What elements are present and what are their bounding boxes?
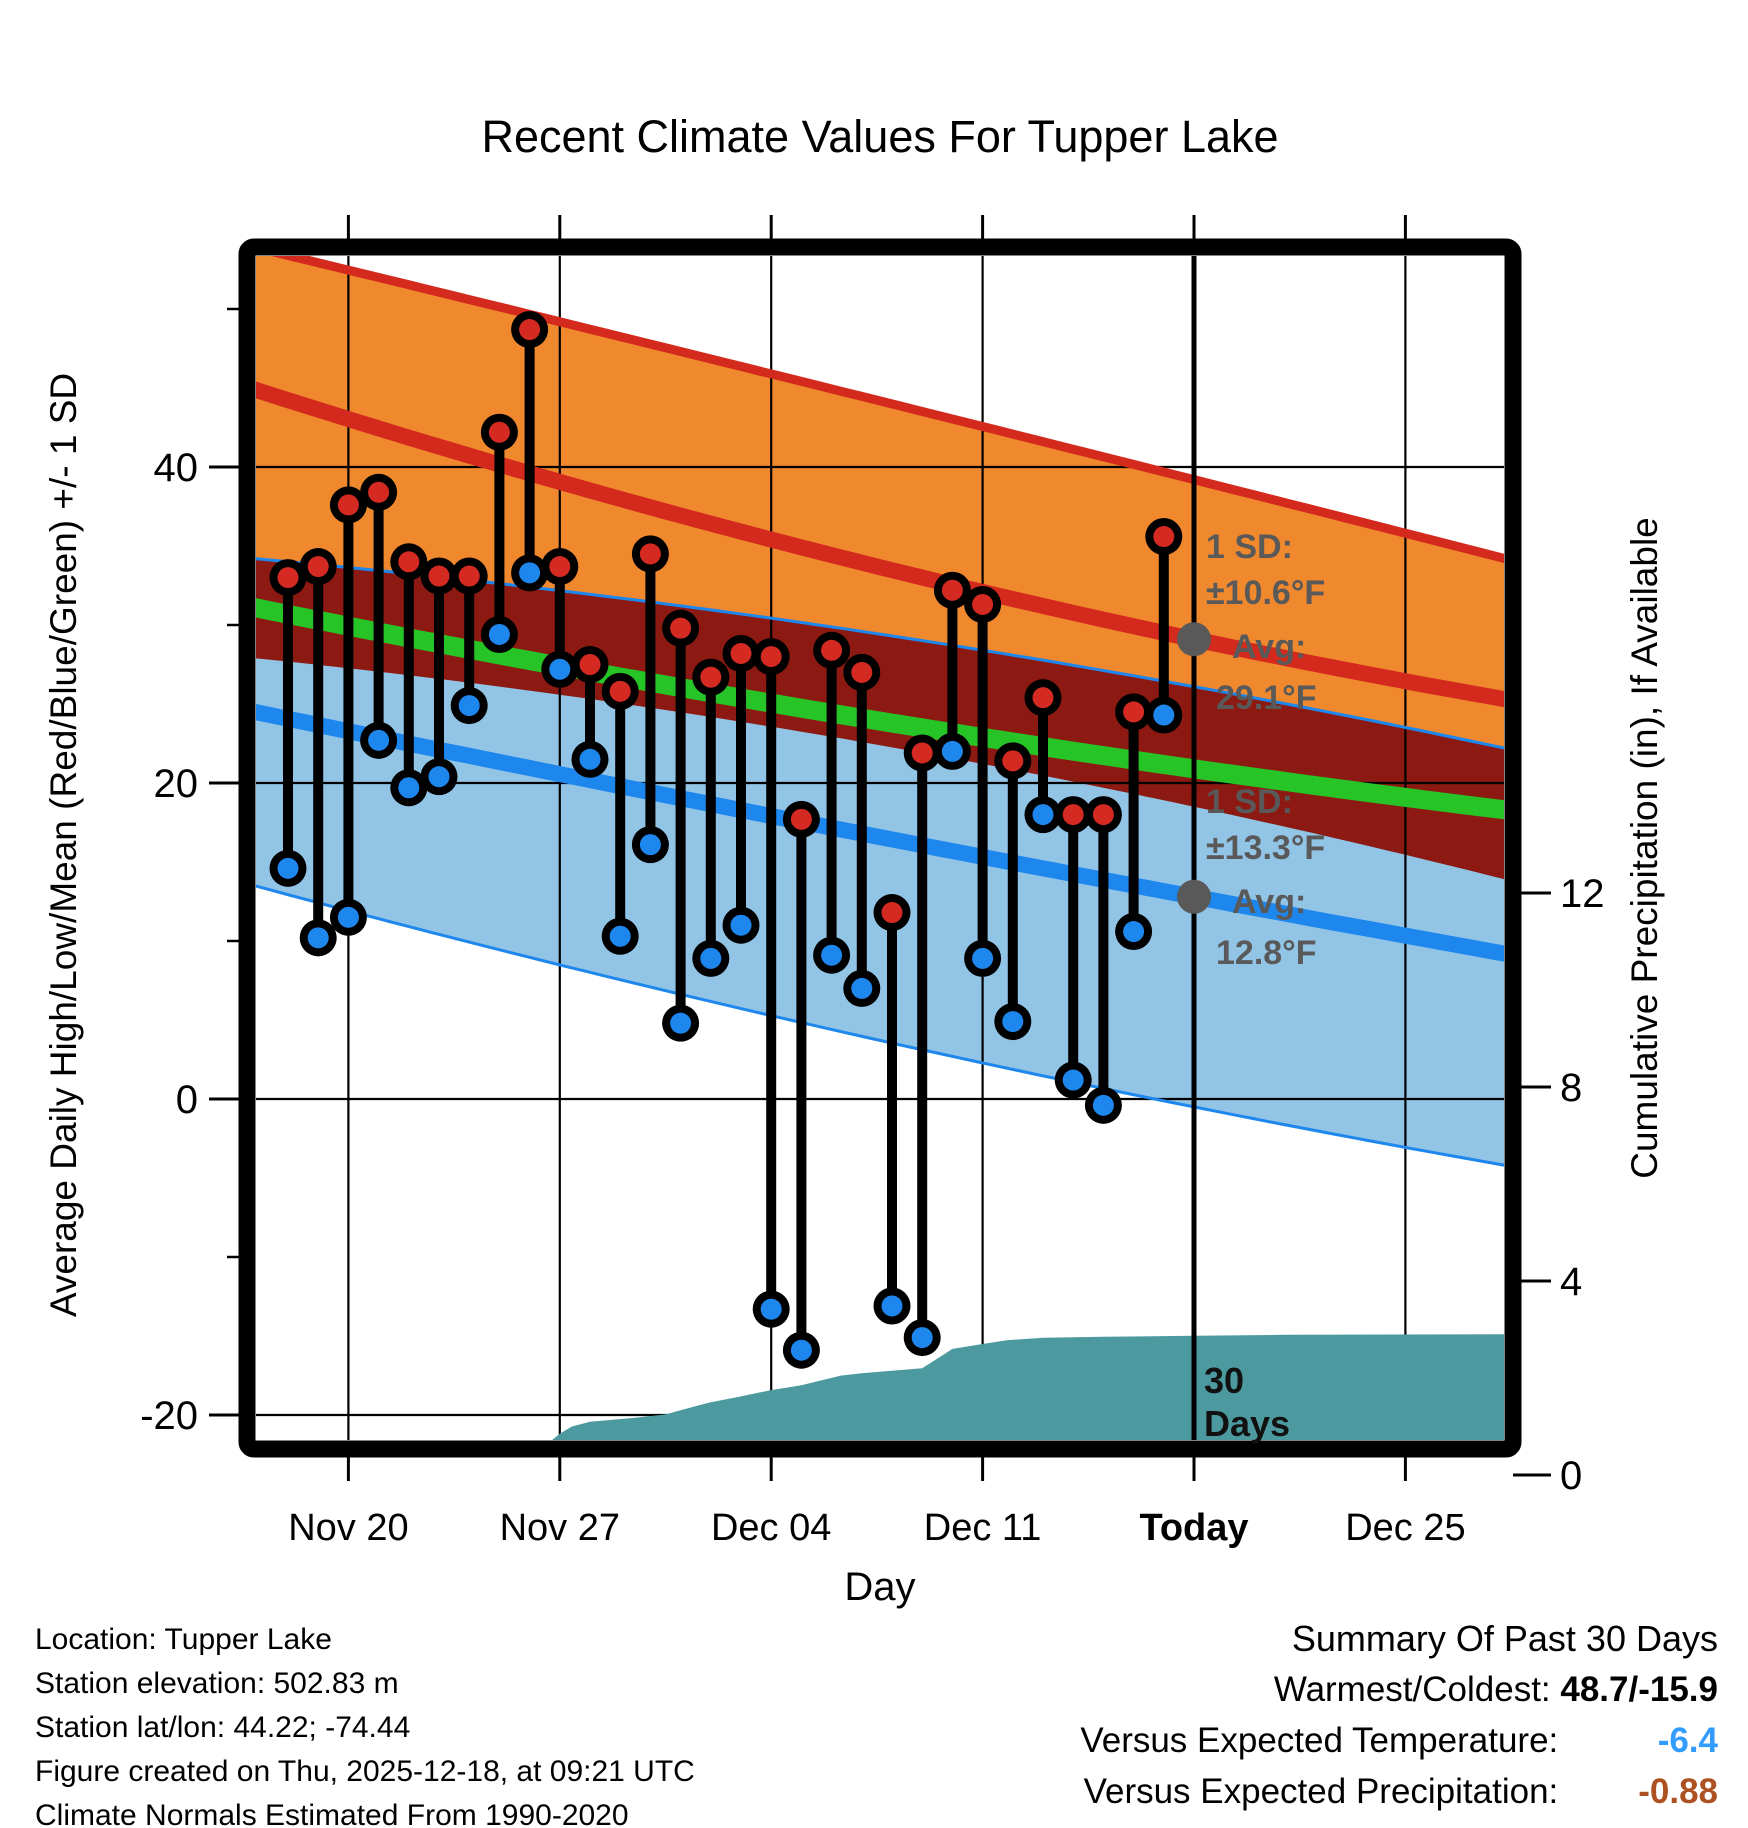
left-tick-label: 0 — [175, 1078, 198, 1122]
low-dot — [519, 562, 540, 583]
low-dot — [670, 1013, 691, 1034]
high-avg-value: 29.1°F — [1216, 679, 1317, 717]
x-tick-label: Nov 27 — [499, 1507, 621, 1549]
summary-row-value: -0.88 — [1638, 1772, 1718, 1811]
high-dot — [1063, 804, 1084, 825]
high-dot — [278, 567, 299, 588]
high-dot — [670, 618, 691, 639]
summary-row-0 — [1080, 1670, 1718, 1710]
summary-row-1 — [1080, 1721, 1718, 1761]
x-axis-label: Day — [844, 1565, 916, 1609]
low-dot — [1093, 1095, 1114, 1116]
summary-row-label: Warmest/Coldest: — [1273, 1670, 1561, 1709]
summary-title: Summary Of Past 30 Days — [1291, 1618, 1718, 1659]
high-dot — [791, 809, 812, 830]
low-dot — [338, 907, 359, 928]
high-dot — [610, 681, 631, 702]
low-dot — [368, 730, 389, 751]
low-avg-value: 12.8°F — [1216, 934, 1317, 972]
high-dot — [580, 654, 601, 675]
high-dot — [519, 319, 540, 340]
high-dot — [640, 543, 661, 564]
low-dot — [972, 948, 993, 969]
high-dot — [851, 662, 872, 683]
low-dot — [459, 695, 480, 716]
right-tick-label: 4 — [1560, 1260, 1583, 1304]
left-tick-label: 40 — [153, 446, 198, 490]
right-tick-label: 0 — [1560, 1454, 1583, 1498]
low-dot — [791, 1340, 812, 1361]
high-sd-value: ±10.6°F — [1206, 574, 1326, 612]
station-location: Location: Tupper Lake — [35, 1623, 332, 1656]
low-dot — [610, 926, 631, 947]
low-dot — [821, 945, 842, 966]
high-dot — [489, 422, 510, 443]
low-dot — [882, 1295, 903, 1316]
low-dot — [398, 777, 419, 798]
summary-rows — [1080, 1670, 1718, 1812]
summary-row-value: -6.4 — [1657, 1721, 1718, 1760]
low-dot — [851, 978, 872, 999]
station-latlon: Station lat/lon: 44.22; -74.44 — [35, 1711, 411, 1744]
high-dot — [761, 646, 782, 667]
low-dot — [942, 741, 963, 762]
high-sd-label: 1 SD: — [1206, 528, 1293, 566]
chart-render-layer — [140, 215, 1604, 1549]
low-dot — [761, 1299, 782, 1320]
x-tick-label: Nov 20 — [288, 1507, 409, 1549]
low-sd-value: ±13.3°F — [1206, 829, 1326, 867]
low-dot — [1002, 1011, 1023, 1032]
avg-high-marker — [1177, 622, 1211, 656]
high-dot — [338, 494, 359, 515]
avg-low-marker — [1177, 880, 1211, 914]
high-dot — [368, 482, 389, 503]
low-dot — [308, 927, 329, 948]
high-dot — [1002, 750, 1023, 771]
high-avg-label: Avg: — [1232, 628, 1307, 666]
period-label-line1: 30 — [1204, 1360, 1245, 1401]
x-tick-label: Dec 25 — [1345, 1507, 1466, 1549]
x-tick-label: Dec 04 — [710, 1507, 832, 1549]
station-elevation: Station elevation: 502.83 m — [35, 1667, 399, 1700]
high-dot — [912, 742, 933, 763]
high-dot — [1093, 804, 1114, 825]
summary-row-label: Versus Expected Precipitation: — [1083, 1772, 1568, 1811]
right-tick-label: 12 — [1560, 872, 1605, 916]
low-dot — [640, 834, 661, 855]
high-dot — [429, 566, 450, 587]
low-dot — [1033, 804, 1054, 825]
low-dot — [731, 915, 752, 936]
low-dot — [1153, 705, 1174, 726]
summary-row-2 — [1080, 1772, 1718, 1812]
low-dot — [580, 749, 601, 770]
high-dot — [1153, 526, 1174, 547]
high-dot — [1033, 687, 1054, 708]
low-dot — [700, 948, 721, 969]
low-sd-label: 1 SD: — [1206, 783, 1293, 821]
low-dot — [489, 624, 510, 645]
high-dot — [882, 902, 903, 923]
low-dot — [278, 858, 299, 879]
right-tick-label: 8 — [1560, 1066, 1583, 1110]
high-dot — [459, 566, 480, 587]
figure-created: Figure created on Thu, 2025-12-18, at 09:21 UTC — [35, 1755, 695, 1788]
chart-title: Recent Climate Values For Tupper Lake — [481, 111, 1279, 162]
summary-block — [1080, 1618, 1718, 1823]
left-tick-label: 20 — [153, 762, 198, 806]
climate-normals-note: Climate Normals Estimated From 1990-2020 — [35, 1799, 629, 1828]
low-dot — [1123, 921, 1144, 942]
high-dot — [700, 667, 721, 688]
right-axis-label: Cumulative Precipitation (in), If Available — [1624, 517, 1665, 1179]
low-dot — [549, 659, 570, 680]
summary-row-label: Versus Expected Temperature: — [1080, 1721, 1568, 1760]
high-dot — [549, 556, 570, 577]
high-dot — [731, 643, 752, 664]
high-dot — [398, 551, 419, 572]
left-tick-label: -20 — [140, 1394, 198, 1438]
left-axis-label: Average Daily High/Low/Mean (Red/Blue/Green) +/- 1 SD — [43, 372, 84, 1318]
high-dot — [942, 580, 963, 601]
x-tick-label: Dec 11 — [923, 1507, 1042, 1549]
x-tick-label: Today — [1139, 1507, 1249, 1549]
station-info-block — [35, 1618, 695, 1828]
high-dot — [821, 640, 842, 661]
low-dot — [1063, 1070, 1084, 1091]
period-label-line2: Days — [1204, 1403, 1291, 1444]
low-avg-label: Avg: — [1232, 883, 1307, 921]
high-dot — [972, 594, 993, 615]
low-dot — [429, 766, 450, 787]
high-dot — [308, 556, 329, 577]
high-dot — [1123, 701, 1144, 722]
low-dot — [912, 1327, 933, 1348]
summary-row-value: 48.7/-15.9 — [1560, 1670, 1718, 1709]
